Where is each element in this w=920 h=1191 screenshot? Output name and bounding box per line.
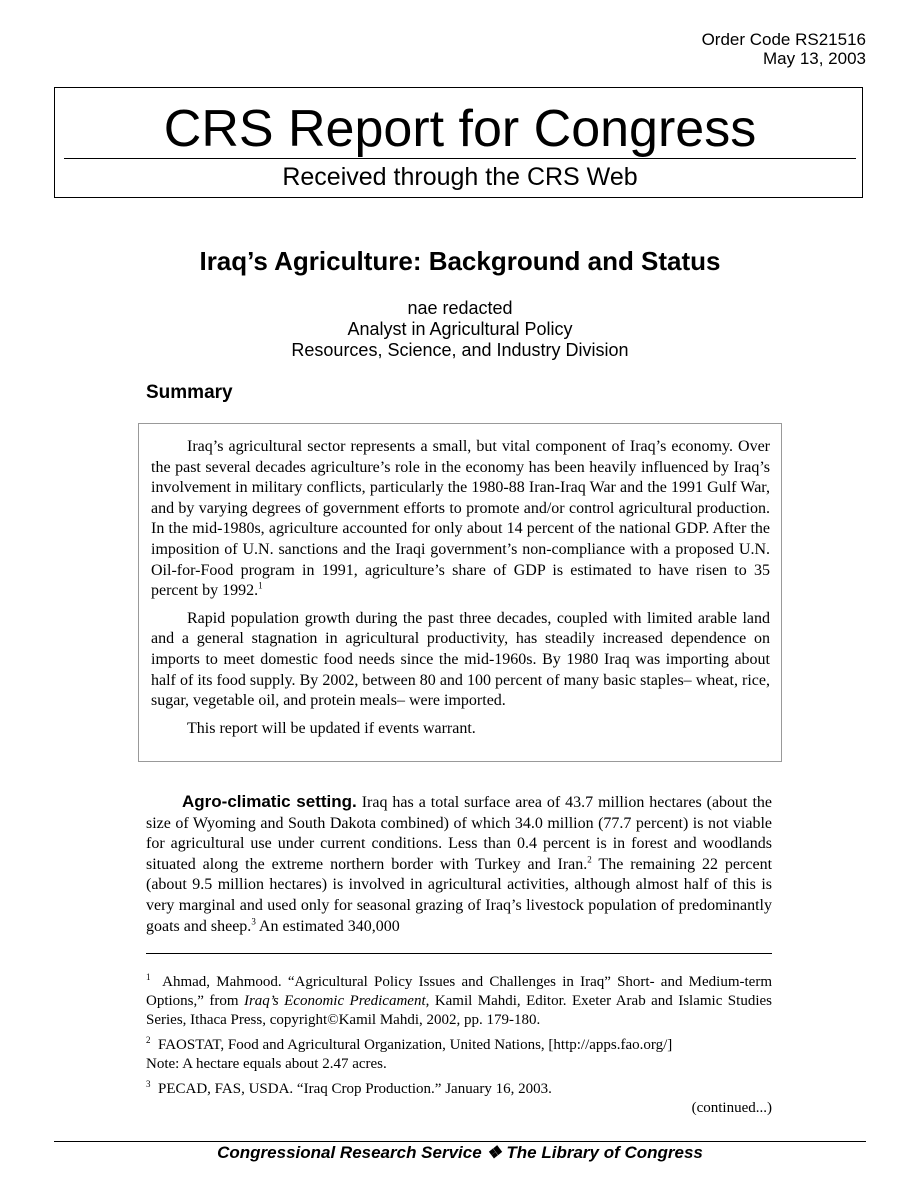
footer-library: The Library of Congress	[506, 1143, 703, 1162]
summary-paragraph: Iraq’s agricultural sector represents a small, but vital component of Iraq’s economy. Over the past several decades agriculture’s role in the economy has been heavily influenced by Iraq’s involvement in military conflicts, particularly the 1980-88 Iran-Iraq War and the 1991 Gulf War, and by varying degrees of government efforts to promote and/or control agricultural production. In the mid-1980s, agriculture accounted for only about 14 percent of the national GDP. After the imposition of U.N. sanctions and the Iraqi government’s non-compliance with a proposed U.N. Oil-for-Food program in 1991, agriculture’s share of GDP is estimated to have risen to 35 percent by 1992.$^1$	[151, 438, 770, 600]
footer-separator-icon: ❖	[486, 1143, 502, 1162]
document-title: Iraq’s Agriculture: Background and Status	[199, 246, 721, 276]
footnote-ref[interactable]: 3	[251, 916, 256, 927]
section-lead: Agro-climatic setting.	[182, 792, 357, 811]
body-paragraph: Agro-climatic setting. Iraq has a total surface area of 43.7 million hectares (about the size of Wyoming and South Dakota combined) of which 34.0 million (77.7 percent) is not viable for agricultural use under current conditions. Less than 0.4 percent is in forest and woodlands situated along the extreme northern border with Turkey and Iran.$^2$ The remaining 22 percent (about 9.5 million hectares) is involved in agricultural activities, although almost half of this is very marginal and used only for seasonal grazing of Iraq’s livestock population of predominantly goats and sheep.$^3$ An estimated 340,000	[146, 792, 773, 935]
banner-subtitle: Received through the CRS Web	[282, 163, 638, 191]
footnote-ref[interactable]: 2	[587, 854, 592, 865]
footnote-3: $^3$ PECAD, FAS, USDA. “Iraq Crop Production.” January 16, 2003.	[146, 1079, 552, 1097]
footnotes	[146, 973, 772, 1118]
footer-org: Congressional Research Service	[217, 1143, 482, 1162]
banner-divider	[64, 158, 856, 159]
footnote-divider	[146, 953, 772, 954]
footnote-1: $^1$ Ahmad, Mahmood. “Agricultural Policy Issues and Challenges in Iraq” Short- and Medium-term Options,” from Iraq’s Economic Predicament, Kamil Mahdi, Editor. Exeter Arab and Islamic Studies Series, Ithaca Press, copyright©Kamil Mahdi, 2002, pp. 179-180.	[146, 972, 772, 1028]
summary-paragraph: This report will be updated if events warrant.	[187, 719, 476, 737]
summary-text	[151, 437, 770, 746]
footnote-2: $^2$ FAOSTAT, Food and Agricultural Organization, United Nations, [http://apps.fao.org/] Note: A hectare equals about 2.47 acres.	[146, 1035, 673, 1072]
page-footer	[0, 1143, 920, 1163]
author-name: nae redacted	[407, 298, 513, 318]
order-code-block	[702, 30, 866, 68]
continued-note: (continued...)	[691, 1100, 772, 1116]
summary-paragraph: Rapid population growth during the past three decades, coupled with limited arable land and a general stagnation in agricultural productivity, has steadily increased dependence on imports to meet domestic food needs since the mid-1960s. By 1980 Iraq was importing about half of its food supply. By 2002, between 80 and 100 percent of many basic staples– wheat, rice, sugar, vegetable oil, and protein meals– were imported.	[151, 609, 770, 710]
author-role: Analyst in Agricultural Policy	[347, 319, 573, 339]
footnote-ref[interactable]: 1	[258, 580, 263, 591]
banner-title: CRS Report for Congress	[163, 100, 757, 158]
body-section	[146, 792, 772, 937]
author-block	[0, 298, 920, 361]
author-division: Resources, Science, and Industry Division	[291, 340, 629, 360]
summary-heading: Summary	[146, 382, 233, 403]
order-code: Order Code RS21516	[701, 30, 866, 49]
report-date: May 13, 2003	[762, 49, 866, 68]
footer-divider	[54, 1141, 866, 1142]
